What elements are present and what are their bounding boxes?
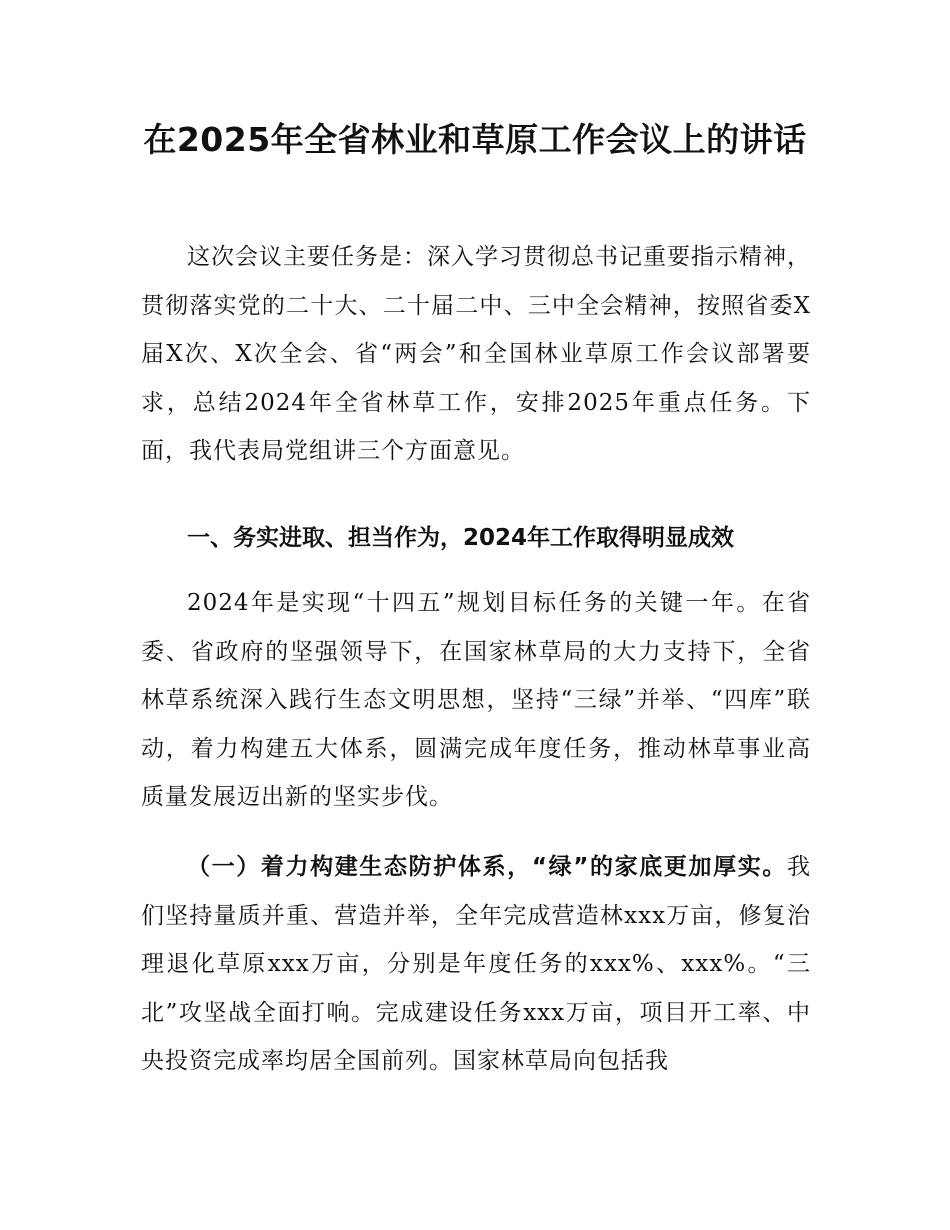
intro-paragraph: 这次会议主要任务是：深入学习贯彻总书记重要指示精神，贯彻落实党的二十大、二十届二中、三中全会精神，按照省委X届X次、X次全会、省“两会”和全国林业草原工作会议部署要求，总结2024年全省林草工作，安排2025年重点任务。下面，我代表局党组讲三个方面意见。 <box>141 244 811 464</box>
section-1-paragraph: 2024年是实现“十四五”规划目标任务的关键一年。在省委、省政府的坚强领导下，在国家林草局的大力支持下，全省林草系统深入践行生态文明思想，坚持“三绿”并举、“四库”联动，着力构建五大体系，圆满完成年度任务，推动林草事业高质量发展迈出新的坚实步伐。 <box>141 590 811 810</box>
subsection-1-text: 我们坚持量质并重、营造并举，全年完成营造林xxx万亩，修复治理退化草原xxx万亩，分别是年度任务的xxx%、xxx%。“三北”攻坚战全面打响。完成建设任务xxx万亩，项目开工率、中央投资完成率均居全国前列。国家林草局向包括我 <box>141 854 811 1074</box>
subsection-1-paragraph <box>141 843 811 1086</box>
section-1-heading: 一、务实进取、担当作为，2024年工作取得明显成效 <box>187 525 735 551</box>
subsection-1-heading: （一）着力构建生态防护体系，“绿”的家底更加厚实。 <box>187 854 787 880</box>
document-title: 在2025年全省林业和草原工作会议上的讲话 <box>143 120 807 159</box>
